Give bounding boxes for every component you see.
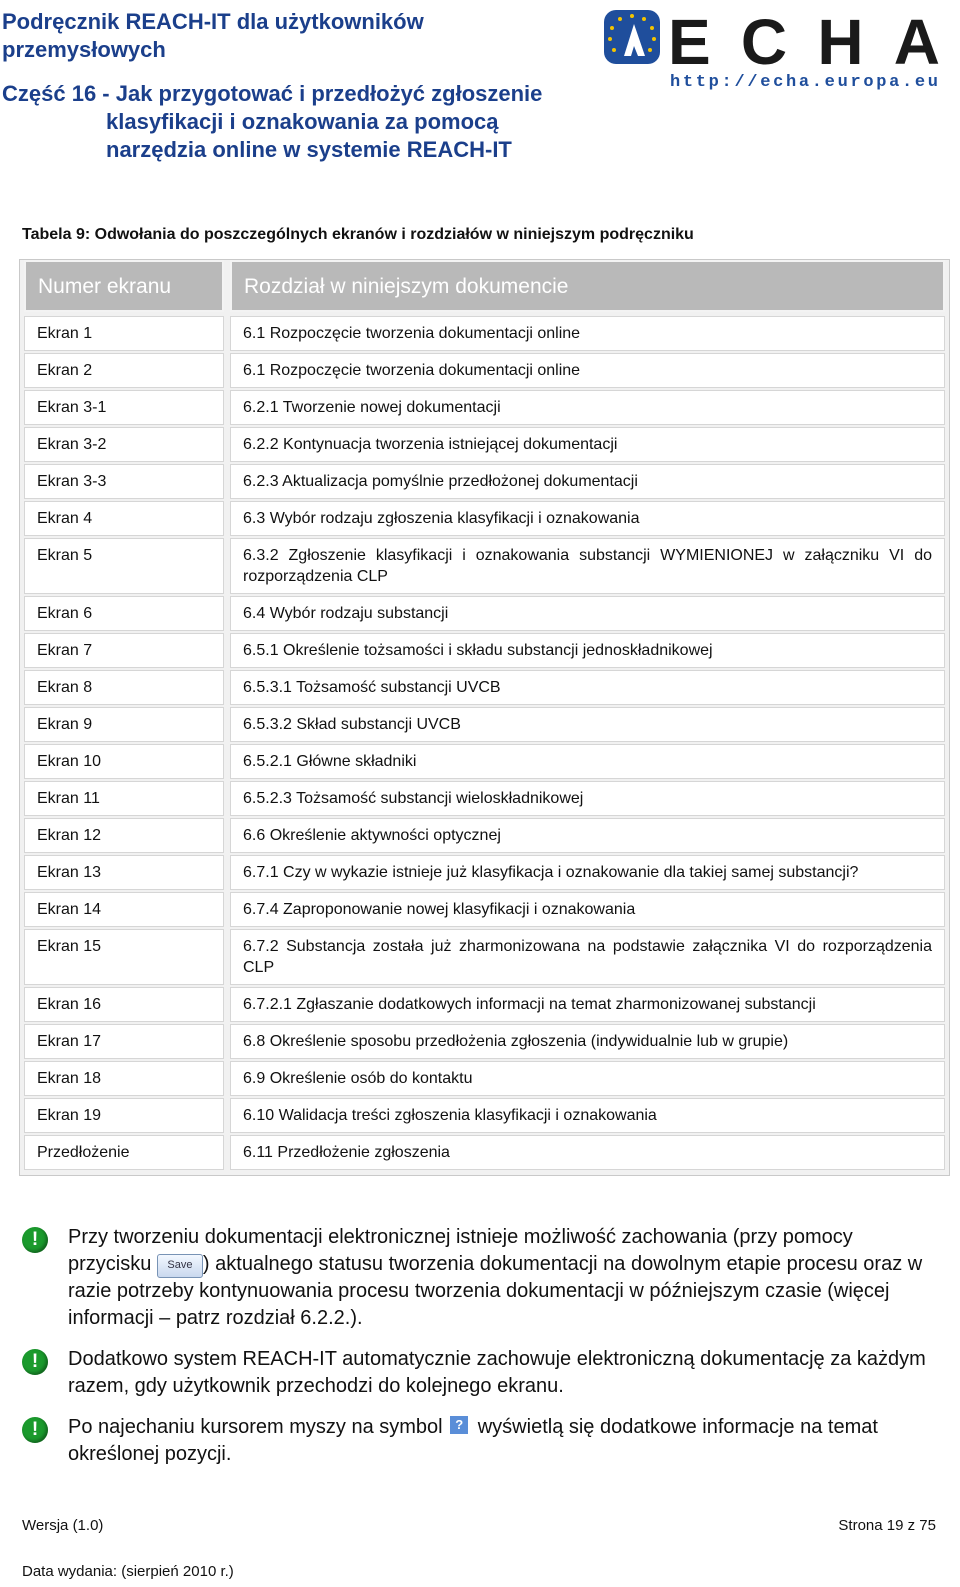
table-row (20, 316, 949, 351)
chapter-cell: 6.3.2 Zgłoszenie klasyfikacji i oznakowania substancji WYMIENIONEJ w załączniku VI do rozporządzenia CLP (230, 538, 945, 594)
reference-table (19, 259, 950, 1176)
chapter-cell: 6.5.3.1 Tożsamość substancji UVCB (230, 670, 945, 705)
chapter-cell: 6.2.2 Kontynuacja tworzenia istniejącej dokumentacji (230, 427, 945, 462)
screen-cell: Ekran 3-1 (24, 390, 224, 425)
logo-url: http://echa.europa.eu (670, 73, 938, 90)
manual-title: Podręcznik REACH-IT dla użytkowników przemysłowych (2, 9, 424, 62)
table-row (20, 427, 949, 462)
chapter-cell: 6.6 Określenie aktywności optycznej (230, 818, 945, 853)
screen-cell: Ekran 9 (24, 707, 224, 742)
table-row (20, 744, 949, 779)
chapter-cell: 6.8 Określenie sposobu przedłożenia zgłoszenia (indywidualnie lub w grupie) (230, 1024, 945, 1059)
column-header-chapter: Rozdział w niniejszym dokumencie (230, 260, 945, 312)
footer-left (22, 1516, 234, 1582)
screen-cell: Ekran 18 (24, 1061, 224, 1096)
chapter-cell: 6.3 Wybór rodzaju zgłoszenia klasyfikacji i oznakowania (230, 501, 945, 536)
logo-wordmark: ECHA (668, 6, 940, 78)
help-icon: ? (450, 1416, 468, 1434)
note1-text-end: ) aktualnego statusu tworzenia dokumentacji na dowolnym etapie procesu oraz w razie potrzeby kontynuowania procesu tworzenia dokumentacji w późniejszym czasie (więcej informacji – patrz rozdział 6.2.2.). (68, 1253, 923, 1329)
table-row (20, 596, 949, 631)
echa-logo (604, 6, 944, 90)
screen-cell: Ekran 5 (24, 538, 224, 594)
version-label: Wersja (1.0) (22, 1517, 104, 1534)
chapter-cell: 6.1 Rozpoczęcie tworzenia dokumentacji online (230, 353, 945, 388)
table-row (20, 818, 949, 853)
table-row (20, 464, 949, 499)
table-row (20, 501, 949, 536)
table-row (20, 707, 949, 742)
table-row (20, 987, 949, 1022)
document-title (2, 8, 592, 164)
table-row (20, 892, 949, 927)
part-title: Część 16 - Jak przygotować i przedłożyć zgłoszenie klasyfikacji i oznakowania za pomocą narzędzia online w systemie REACH-IT (2, 81, 543, 162)
screen-cell: Ekran 1 (24, 316, 224, 351)
screen-cell: Ekran 8 (24, 670, 224, 705)
screen-cell: Ekran 17 (24, 1024, 224, 1059)
table-row (20, 1061, 949, 1096)
chapter-cell: 6.7.1 Czy w wykazie istnieje już klasyfikacja i oznakowanie dla takiej samej substancji? (230, 855, 945, 890)
chapter-cell: 6.5.1 Określenie tożsamości i składu substancji jednoskładnikowej (230, 633, 945, 668)
screen-cell: Ekran 3-3 (24, 464, 224, 499)
chapter-cell: 6.7.2 Substancja została już zharmonizowana na podstawie załącznika VI do rozporządzenia CLP (230, 929, 945, 985)
note-text (68, 1224, 932, 1332)
column-header-screen: Numer ekranu (24, 260, 224, 312)
exclamation-icon: ! (22, 1227, 48, 1253)
table-row (20, 1135, 949, 1170)
table-header-row (20, 260, 949, 312)
screen-cell: Ekran 15 (24, 929, 224, 985)
chapter-cell: 6.1 Rozpoczęcie tworzenia dokumentacji online (230, 316, 945, 351)
table-row (20, 1098, 949, 1133)
chapter-cell: 6.4 Wybór rodzaju substancji (230, 596, 945, 631)
chapter-cell: 6.5.3.2 Skład substancji UVCB (230, 707, 945, 742)
table-caption: Tabela 9: Odwołania do poszczególnych ekranów i rozdziałów w niniejszym podręczniku (22, 226, 694, 243)
screen-cell: Ekran 13 (24, 855, 224, 890)
screen-cell: Ekran 4 (24, 501, 224, 536)
screen-cell: Ekran 11 (24, 781, 224, 816)
note-autosave (22, 1346, 932, 1400)
chapter-cell: 6.11 Przedłożenie zgłoszenia (230, 1135, 945, 1170)
table-row (20, 670, 949, 705)
note1-text-start: Przy tworzeniu dokumentacji elektronicznej istnieje możliwość zachowania (przy pomocy przycisku (68, 1226, 853, 1275)
chapter-cell: 6.2.1 Tworzenie nowej dokumentacji (230, 390, 945, 425)
chapter-cell: 6.7.2.1 Zgłaszanie dodatkowych informacji na temat zharmonizowanej substancji (230, 987, 945, 1022)
table-row (20, 538, 949, 594)
table-body (20, 312, 949, 1175)
table-row (20, 390, 949, 425)
page-number: Strona 19 z 75 (838, 1517, 936, 1534)
chapter-cell: 6.9 Określenie osób do kontaktu (230, 1061, 945, 1096)
notes-section (22, 1224, 932, 1482)
table-row (20, 633, 949, 668)
screen-cell: Ekran 16 (24, 987, 224, 1022)
screen-cell: Ekran 10 (24, 744, 224, 779)
note-text (68, 1414, 932, 1468)
exclamation-icon: ! (22, 1417, 48, 1443)
table-row (20, 353, 949, 388)
screen-cell: Ekran 2 (24, 353, 224, 388)
screen-cell: Ekran 3-2 (24, 427, 224, 462)
table-row (20, 1024, 949, 1059)
exclamation-icon: ! (22, 1349, 48, 1375)
chapter-cell: 6.7.4 Zaproponowanie nowej klasyfikacji i oznakowania (230, 892, 945, 927)
chapter-cell: 6.5.2.3 Tożsamość substancji wieloskładnikowej (230, 781, 945, 816)
screen-cell: Ekran 12 (24, 818, 224, 853)
chapter-cell: 6.10 Walidacja treści zgłoszenia klasyfikacji i oznakowania (230, 1098, 945, 1133)
note-save (22, 1224, 932, 1332)
screen-cell: Ekran 6 (24, 596, 224, 631)
chapter-cell: 6.2.3 Aktualizacja pomyślnie przedłożonej dokumentacji (230, 464, 945, 499)
chapter-cell: 6.5.2.1 Główne składniki (230, 744, 945, 779)
note-text: Dodatkowo system REACH-IT automatycznie zachowuje elektroniczną dokumentację za każdym razem, gdy użytkownik przechodzi do kolejnego ekranu. (68, 1348, 926, 1397)
note-help (22, 1414, 932, 1468)
save-button-icon: Save (157, 1254, 203, 1278)
note3-text-end: wyświetlą się dodatkowe informacje na temat określonej pozycji. (68, 1416, 878, 1465)
screen-cell: Ekran 7 (24, 633, 224, 668)
note3-text-start: Po najechaniu kursorem myszy na symbol (68, 1416, 443, 1438)
table-row (20, 855, 949, 890)
screen-cell: Przedłożenie (24, 1135, 224, 1170)
screen-cell: Ekran 19 (24, 1098, 224, 1133)
table-row (20, 781, 949, 816)
screen-cell: Ekran 14 (24, 892, 224, 927)
release-date: Data wydania: (sierpień 2010 r.) (22, 1563, 234, 1580)
table-row (20, 929, 949, 985)
